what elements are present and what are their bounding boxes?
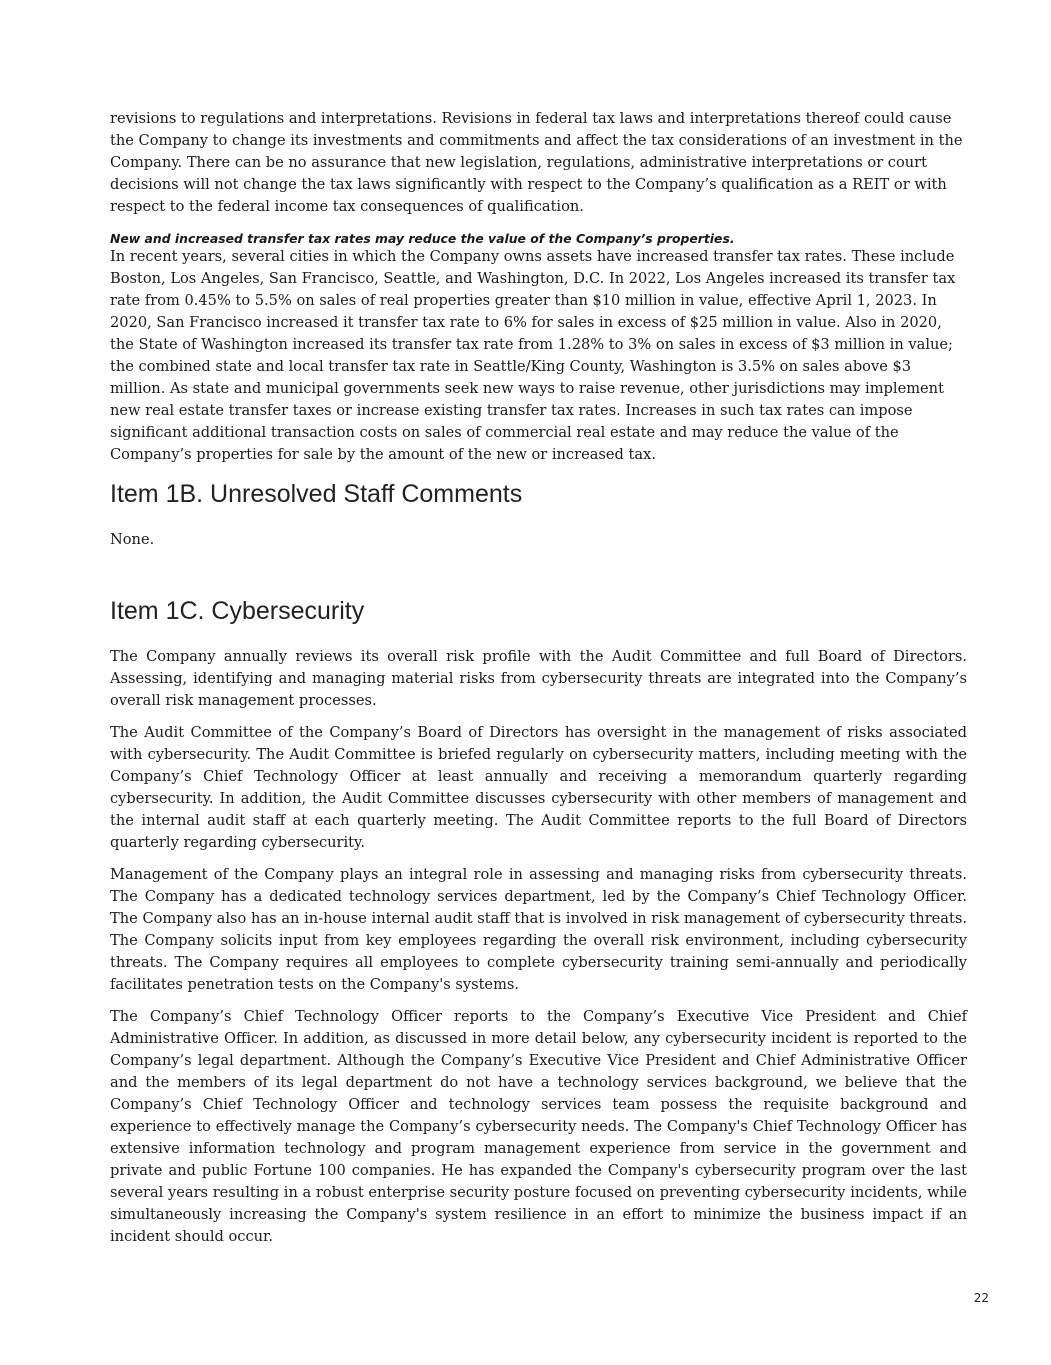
document-page (110, 108, 967, 1248)
transfer-tax-paragraph: In recent years, several cities in which the Company owns assets have increased transfer tax rates. These include Boston, Los Angeles, San Francisco, Seattle, and Washington, D.C. In 2022, Los Angeles increased its transfer tax rate from 0.45% to 5.5% on sales of real properties greater than $10 million in value, effective April 1, 2023. In 2020, San Francisco increased it transfer tax rate to 6% for sales in excess of $25 million in value. Also in 2020, the State of Washington increased its transfer tax rate from 1.28% to 3% on sales in excess of $3 million in value; the combined state and local transfer tax rate in Seattle/King County, Washington is 3.5% on sales above $3 million. As state and municipal governments seek new ways to raise revenue, other jurisdictions may implement new real estate transfer taxes or increase existing transfer tax rates. Increases in such tax rates can impose significant additional transaction costs on sales of commercial real estate and may reduce the value of the Company’s properties for sale by the amount of the new or increased tax. (110, 248, 956, 463)
cybersecurity-paragraph-3: Management of the Company plays an integral role in assessing and managing risks from cybersecurity threats. The Company has a dedicated technology services department, led by the Company’s Chief Technology Officer. The Company also has an in-house internal audit staff that is involved in risk management of cybersecurity threats. The Company solicits input from key employees regarding the overall risk environment, including cybersecurity threats. The Company requires all employees to complete cybersecurity training semi-annually and periodically facilitates penetration tests on the Company's systems. (110, 866, 967, 993)
cybersecurity-paragraph-4: The Company’s Chief Technology Officer reports to the Company’s Executive Vice President and Chief Administrative Officer. In addition, as discussed in more detail below, any cybersecurity incident is reported to the Company’s legal department. Although the Company’s Executive Vice President and Chief Administrative Officer and the members of its legal department do not have a technology services background, we believe that the Company’s Chief Technology Officer and technology services team possess the requisite background and experience to effectively manage the Company’s cybersecurity needs. The Company's Chief Technology Officer has extensive information technology and program management experience from service in the government and private and public Fortune 100 companies. He has expanded the Company's cybersecurity program over the last several years resulting in a robust enterprise security posture focused on preventing cybersecurity incidents, while simultaneously increasing the Company's system resilience in an effort to minimize the business impact if an incident should occur. (110, 1008, 967, 1245)
item-1c-heading: Item 1C. Cybersecurity (110, 597, 365, 625)
item-1b-heading: Item 1B. Unresolved Staff Comments (110, 480, 523, 508)
cybersecurity-paragraph-1: The Company annually reviews its overall risk profile with the Audit Committee and full Board of Directors. Assessing, identifying and managing material risks from cybersecurity threats are integrated into the Company’s overall risk management processes. (110, 648, 967, 709)
intro-paragraph: revisions to regulations and interpretations. Revisions in federal tax laws and interpretations thereof could cause the Company to change its investments and commitments and affect the tax considerations of an investment in the Company. There can be no assurance that new legislation, regulations, administrative interpretations or court decisions will not change the tax laws significantly with respect to the Company’s qualification as a REIT or with respect to the federal income tax consequences of qualification. (110, 110, 963, 215)
transfer-tax-subheading: New and increased transfer tax rates may reduce the value of the Company’s properties. (110, 231, 735, 246)
item-1b-text: None. (110, 531, 155, 548)
cybersecurity-paragraph-2: The Audit Committee of the Company’s Board of Directors has oversight in the management of risks associated with cybersecurity. The Audit Committee is briefed regularly on cybersecurity matters, including meeting with the Company’s Chief Technology Officer at least annually and receiving a memorandum quarterly regarding cybersecurity. In addition, the Audit Committee discusses cybersecurity with other members of management and the internal audit staff at each quarterly meeting. The Audit Committee reports to the full Board of Directors quarterly regarding cybersecurity. (110, 724, 967, 851)
page-number: 22 (973, 1291, 989, 1305)
